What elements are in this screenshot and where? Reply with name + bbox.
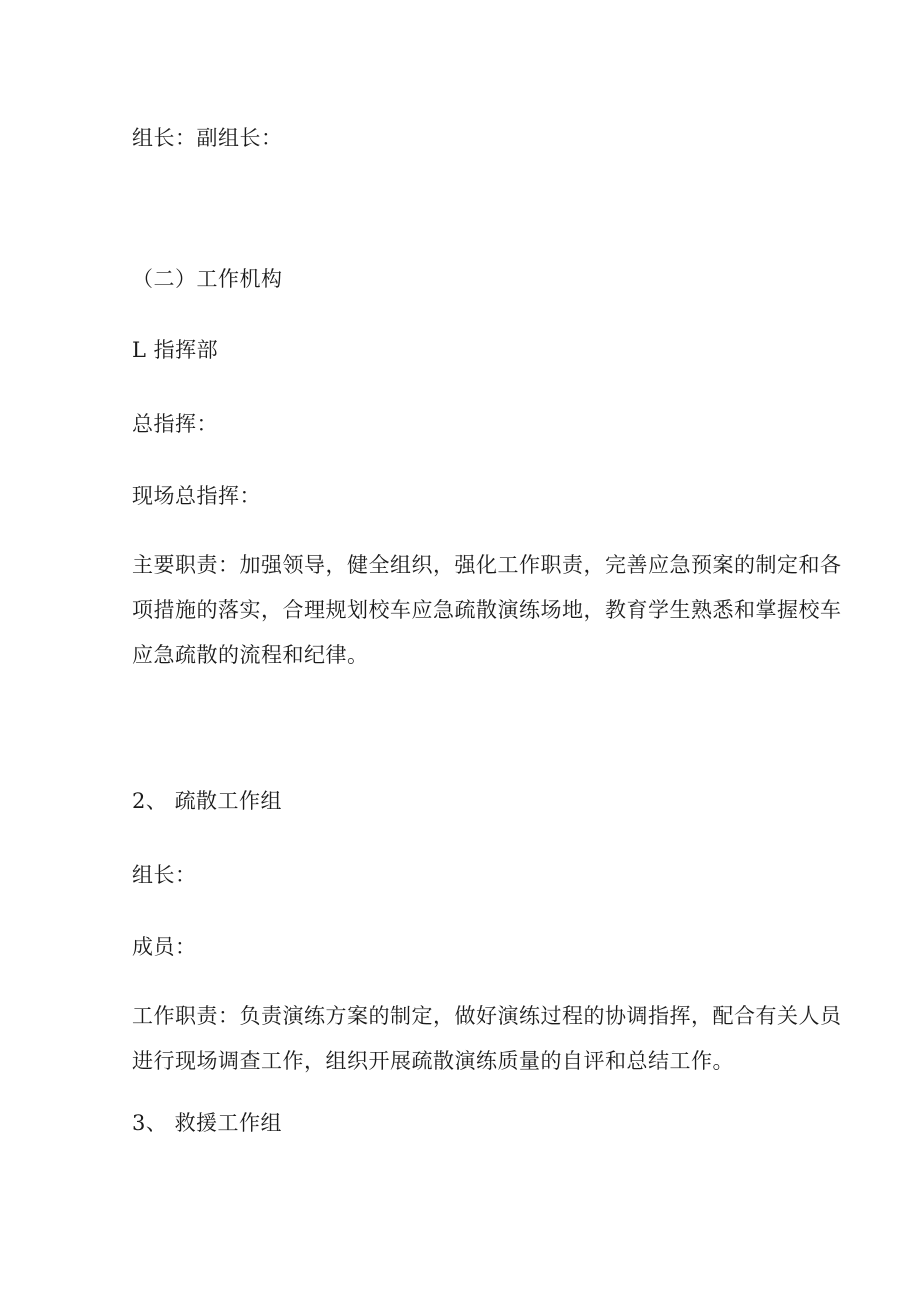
section-heading: （二）工作机构	[132, 267, 283, 291]
item-2-duties-line: 工作职责：负责演练方案的制定，做好演练过程的协调指挥，配合有关人员	[132, 1004, 842, 1028]
item-2-heading	[132, 786, 282, 816]
commander-line: 总指挥：	[132, 412, 218, 436]
item-1-title: 指挥部	[153, 338, 219, 362]
item-2-number: 2、	[132, 789, 168, 813]
item-3-title: 救援工作组	[174, 1111, 283, 1135]
site-commander-line: 现场总指挥：	[132, 484, 261, 508]
item-2-title: 疏散工作组	[174, 789, 283, 813]
item-1-duties-line: 主要职责：加强领导，健全组织，强化工作职责，完善应急预案的制定和各	[132, 553, 842, 577]
item-3-number: 3、	[132, 1111, 168, 1135]
item-3-heading	[132, 1108, 282, 1138]
group-leader-line: 组长：	[132, 863, 197, 887]
item-1-heading	[132, 335, 218, 365]
item-2-duties-paragraph	[132, 994, 842, 1084]
item-1-duties-line: 应急疏散的流程和纪律。	[132, 643, 369, 667]
item-1-duties-paragraph	[132, 543, 842, 678]
item-2-duties-line: 进行现场调查工作，组织开展疏散演练质量的自评和总结工作。	[132, 1049, 734, 1073]
item-1-duties-line: 项措施的落实，合理规划校车应急疏散演练场地，教育学生熟悉和掌握校车	[132, 598, 842, 622]
members-line: 成员：	[132, 935, 197, 959]
leader-deputy-line: 组长：副组长：	[132, 126, 283, 150]
item-1-number: L	[132, 338, 147, 362]
